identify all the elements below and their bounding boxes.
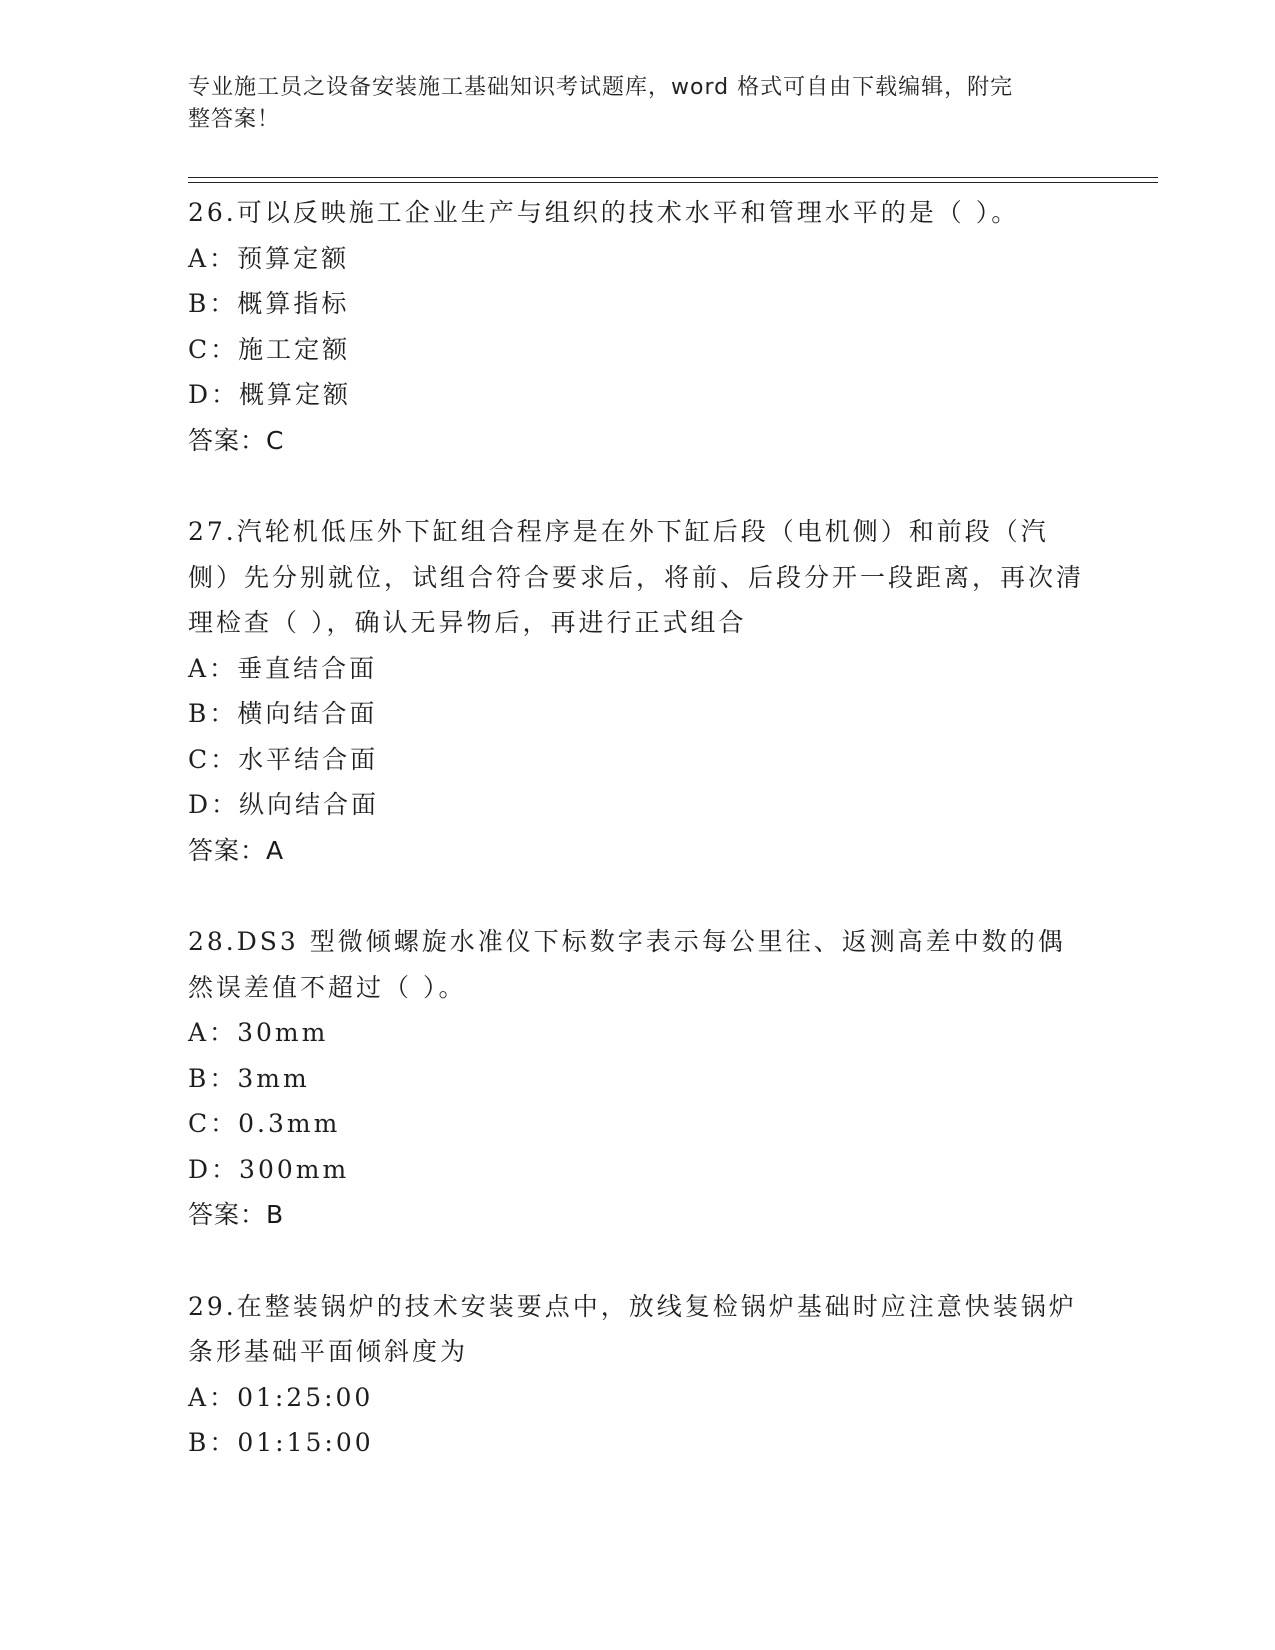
option-b bbox=[188, 1420, 1088, 1466]
option-text: 3mm bbox=[237, 1063, 310, 1093]
option-text: 概算指标 bbox=[237, 289, 350, 318]
option-d bbox=[188, 372, 1088, 418]
option-a bbox=[188, 646, 1088, 692]
option-text: 施工定额 bbox=[238, 334, 351, 364]
option-text: 01:25:00 bbox=[237, 1382, 374, 1412]
option-letter: D： bbox=[188, 790, 240, 819]
option-letter: C： bbox=[188, 334, 239, 364]
document-header bbox=[188, 72, 1068, 136]
option-letter: B： bbox=[188, 289, 238, 318]
question-26 bbox=[188, 190, 1088, 463]
question-27 bbox=[188, 509, 1088, 873]
option-a bbox=[188, 1375, 1088, 1421]
option-text: 0.3mm bbox=[238, 1109, 341, 1138]
header-divider-top bbox=[188, 177, 1158, 178]
option-letter: C： bbox=[188, 744, 239, 774]
answer-line: 答案：C bbox=[188, 425, 285, 455]
option-letter: D： bbox=[188, 1154, 240, 1184]
header-line-2: 整答案！ bbox=[188, 107, 281, 132]
option-b bbox=[188, 691, 1088, 737]
option-b bbox=[188, 1056, 1088, 1102]
option-text: 水平结合面 bbox=[238, 744, 379, 774]
option-letter: A： bbox=[188, 653, 238, 683]
option-letter: B： bbox=[188, 1428, 238, 1457]
answer-line: 答案：A bbox=[188, 835, 285, 865]
option-text: 预算定额 bbox=[237, 243, 350, 273]
option-a bbox=[188, 1010, 1088, 1056]
option-letter: A： bbox=[188, 243, 238, 273]
question-text: 27.汽轮机低压外下缸组合程序是在外下缸后段（电机侧）和前段（汽侧）先分别就位，试组合符合要求后，将前、后段分开一段距离，再次清理检查（ ），确认无异物后，再进行正式组合 bbox=[188, 517, 1085, 637]
option-c bbox=[188, 1101, 1088, 1147]
option-d bbox=[188, 1147, 1088, 1193]
option-letter: C： bbox=[188, 1109, 239, 1138]
question-28 bbox=[188, 919, 1088, 1238]
option-text: 300mm bbox=[239, 1154, 350, 1184]
option-letter: A： bbox=[188, 1018, 238, 1047]
option-text: 01:15:00 bbox=[237, 1428, 374, 1457]
option-b bbox=[188, 281, 1088, 327]
option-letter: D： bbox=[188, 380, 240, 409]
option-letter: A： bbox=[188, 1382, 238, 1412]
option-text: 垂直结合面 bbox=[237, 653, 378, 683]
option-letter: B： bbox=[188, 1063, 238, 1093]
question-29 bbox=[188, 1284, 1088, 1466]
option-d bbox=[188, 782, 1088, 828]
question-text: 29.在整装锅炉的技术安装要点中，放线复检锅炉基础时应注意快装锅炉条形基础平面倾斜度为 bbox=[188, 1291, 1077, 1366]
option-text: 30mm bbox=[237, 1018, 329, 1047]
question-text: 28.DS3 型微倾螺旋水准仪下标数字表示每公里往、返测高差中数的偶然误差值不超过（ ）。 bbox=[188, 927, 1066, 1002]
header-divider-bottom bbox=[188, 182, 1158, 183]
option-text: 纵向结合面 bbox=[239, 790, 380, 819]
option-c bbox=[188, 327, 1088, 373]
question-text: 26.可以反映施工企业生产与组织的技术水平和管理水平的是（ ）。 bbox=[188, 198, 1020, 227]
option-letter: B： bbox=[188, 699, 238, 728]
option-c bbox=[188, 737, 1088, 783]
option-a bbox=[188, 236, 1088, 282]
question-list bbox=[188, 190, 1088, 1512]
header-line-1: 专业施工员之设备安装施工基础知识考试题库，word 格式可自由下载编辑，附完 bbox=[188, 75, 1014, 100]
option-text: 概算定额 bbox=[239, 380, 352, 409]
answer-line: 答案：B bbox=[188, 1200, 285, 1229]
option-text: 横向结合面 bbox=[237, 699, 378, 728]
